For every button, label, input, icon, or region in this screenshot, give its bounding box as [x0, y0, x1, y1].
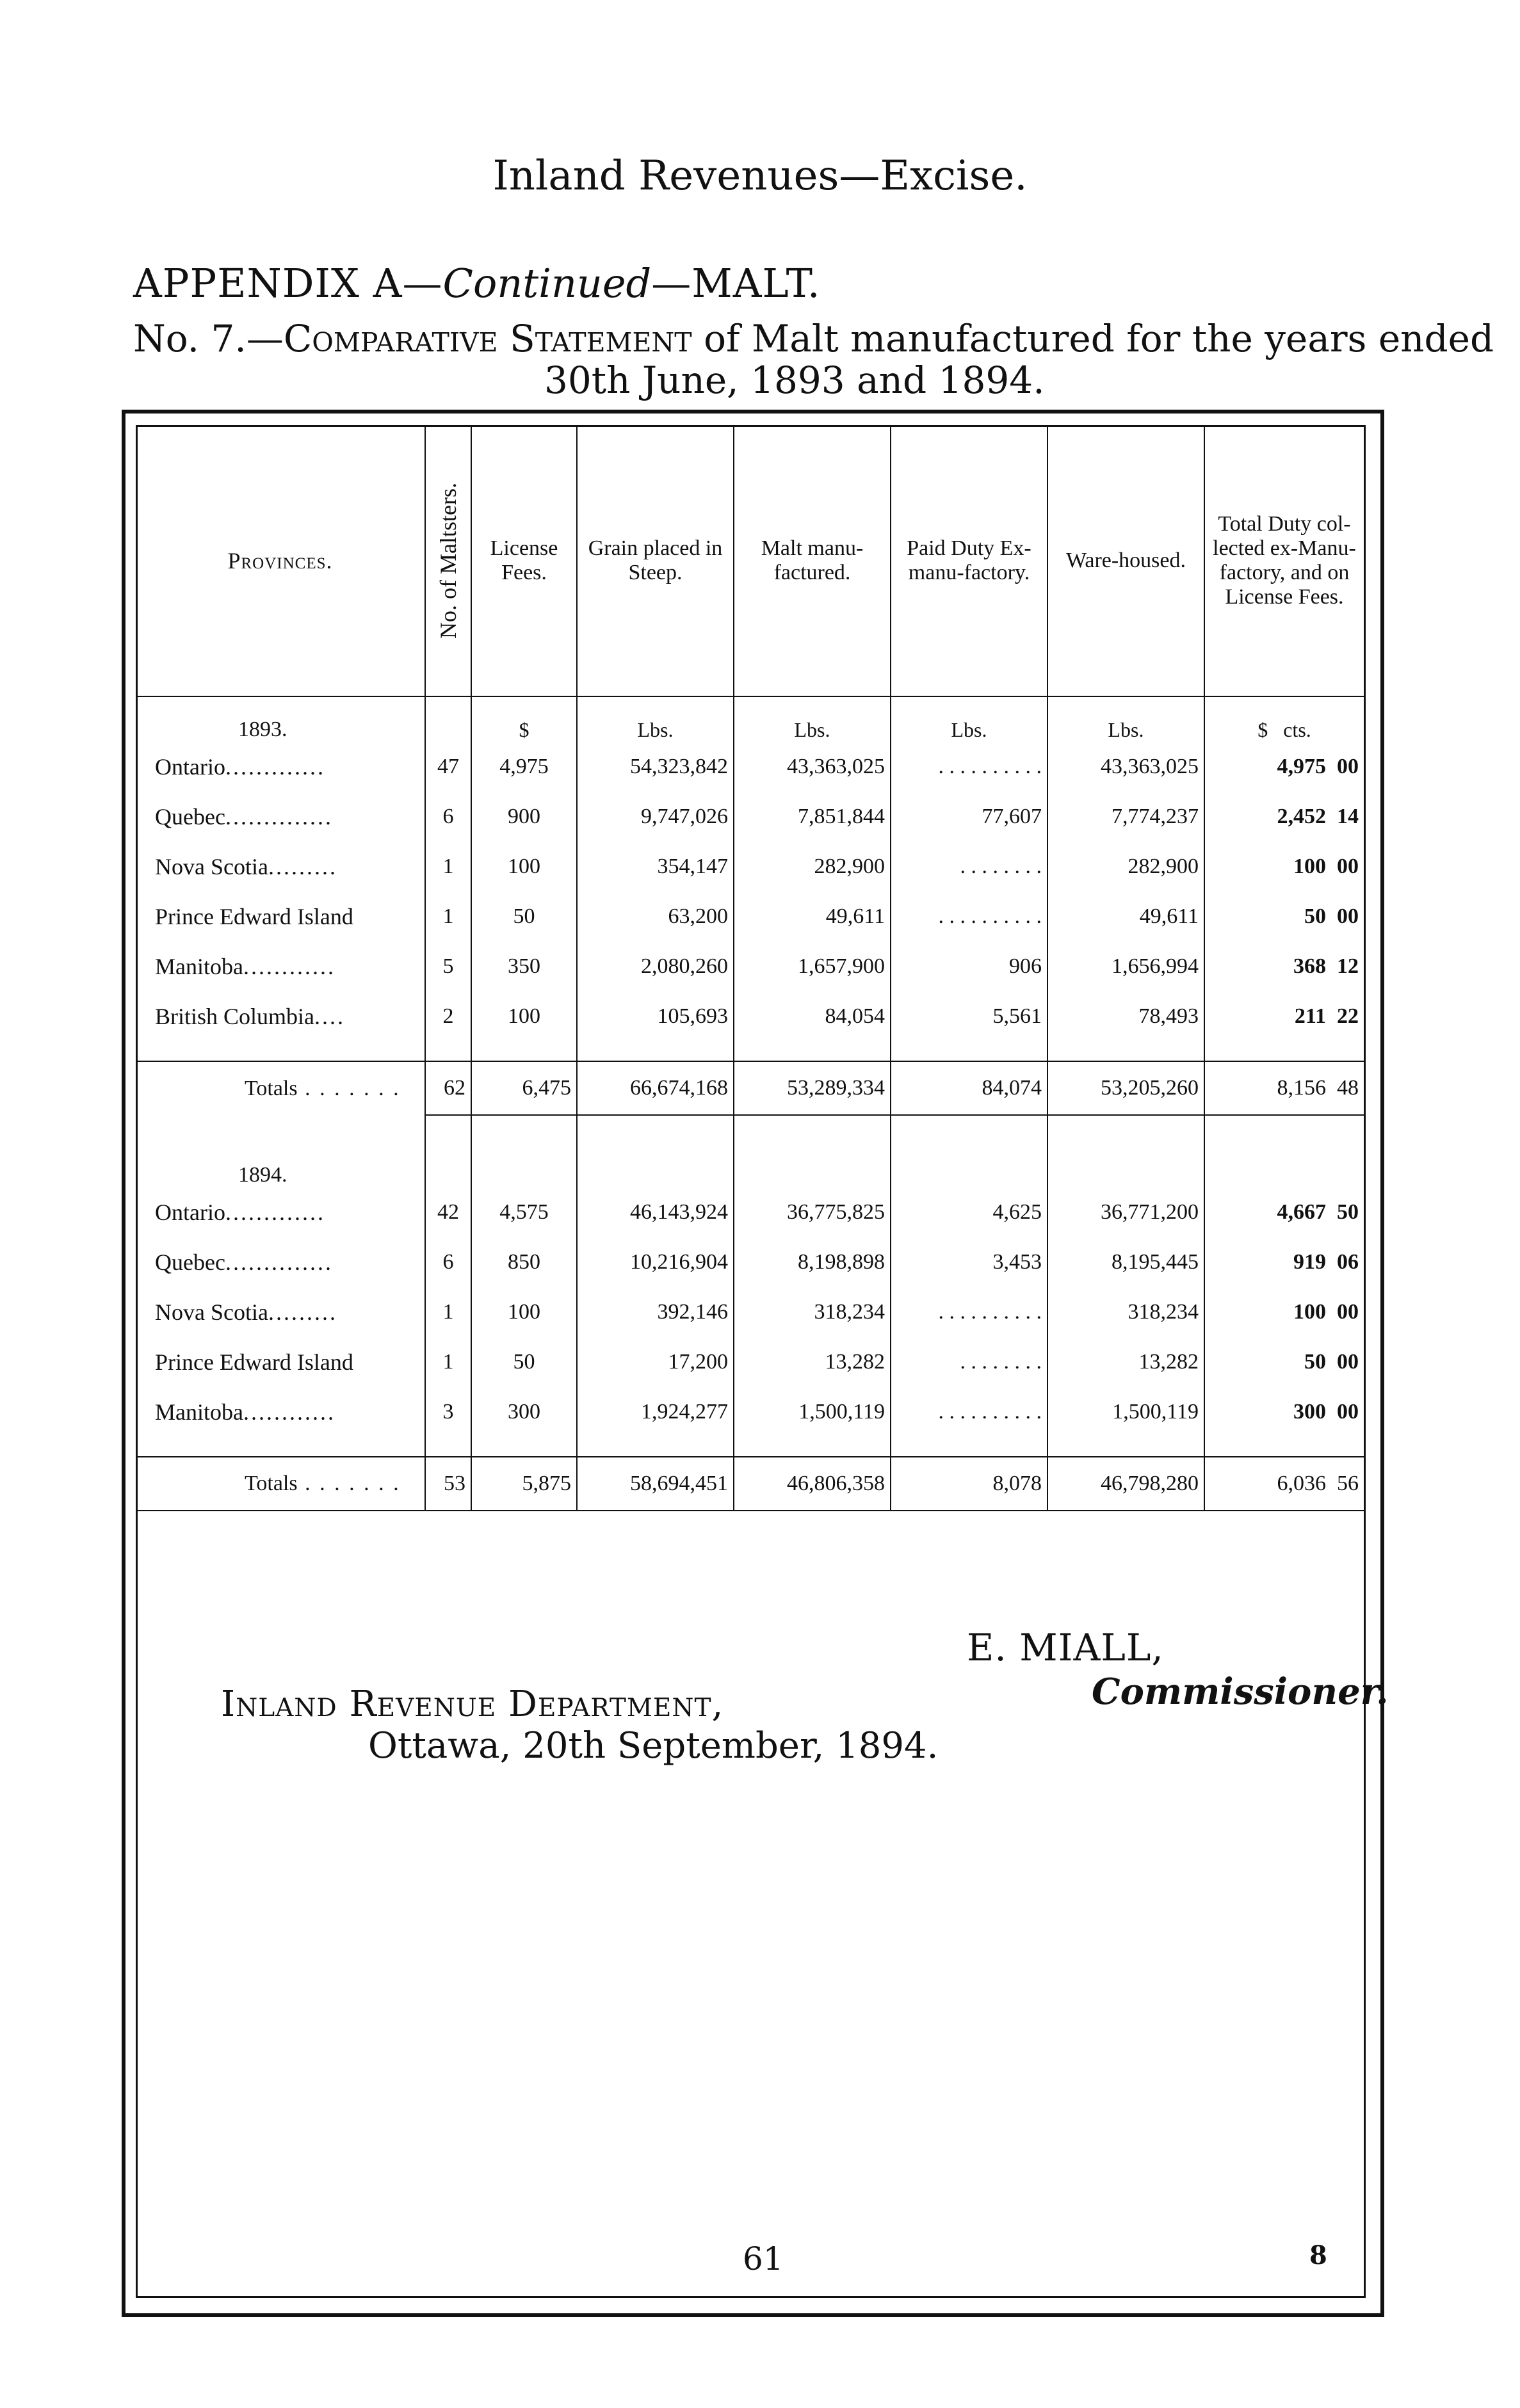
header-row [136, 425, 1364, 696]
table-row [136, 1387, 1364, 1437]
paid-cell: 77,607 [891, 792, 1047, 842]
unit-total: $ cts. [1204, 697, 1364, 742]
paid-cell: . . . . . . . . . . [891, 892, 1047, 942]
dollars: 100 [1293, 855, 1326, 878]
total-paid: 8,078 [891, 1457, 1047, 1511]
fees-cell: 350 [471, 942, 577, 991]
total-duty-cell [1204, 892, 1364, 942]
ware-cell: 8,195,445 [1047, 1237, 1204, 1287]
province-cell: Ontario............. [155, 1200, 325, 1225]
total-duty-cell [1204, 842, 1364, 892]
total-cents: 48 [1337, 1076, 1359, 1100]
table-row [136, 1187, 1364, 1237]
signatory-name: E. MIALL, [967, 1626, 1164, 1669]
maltsters-cell: 2 [425, 991, 471, 1041]
cents: 14 [1337, 805, 1359, 828]
province-cell: Quebec.............. [155, 804, 333, 830]
dollars: 100 [1293, 1300, 1326, 1324]
unit-grain: Lbs. [577, 697, 734, 742]
table-row [136, 1287, 1364, 1337]
running-title: Inland Revenues—Excise. [492, 152, 1028, 200]
malt-cell: 1,657,900 [734, 942, 891, 991]
page-number: 61 [743, 2240, 784, 2277]
maltsters-cell: 5 [425, 942, 471, 991]
table-row [136, 991, 1364, 1041]
fees-cell: 100 [471, 842, 577, 892]
malt-table [136, 425, 1364, 1525]
malt-cell: 1,500,119 [734, 1387, 891, 1437]
grain-cell: 10,216,904 [577, 1237, 734, 1287]
dollars: 50 [1304, 904, 1326, 928]
grain-cell: 354,147 [577, 842, 734, 892]
total-duty-cell [1204, 1387, 1364, 1437]
fees-cell: 4,975 [471, 742, 577, 792]
total-fees: 5,875 [471, 1457, 577, 1511]
cents: 00 [1337, 1400, 1359, 1424]
maltsters-cell: 6 [425, 792, 471, 842]
paid-cell: . . . . . . . . . . [891, 1287, 1047, 1337]
dollars: 300 [1293, 1400, 1326, 1424]
cents: 00 [1337, 755, 1359, 778]
total-duty-cell [1204, 991, 1364, 1041]
province-name: British Columbia [155, 1004, 315, 1029]
col-malt: Malt manu-factured. [734, 425, 891, 696]
table-row [136, 842, 1364, 892]
province-cell: British Columbia.... [155, 1004, 346, 1029]
malt-cell: 43,363,025 [734, 742, 891, 792]
place-date: Ottawa, 20th September, 1894. [368, 1725, 939, 1767]
dollars: 4,975 [1277, 755, 1326, 778]
year-1893: 1893. [238, 718, 287, 741]
grain-cell: 17,200 [577, 1337, 734, 1387]
appendix-continued: Continued [442, 260, 652, 307]
maltsters-cell: 1 [425, 892, 471, 942]
statement-rest: of Malt manufactured for the years ended [691, 317, 1494, 360]
malt-cell: 318,234 [734, 1287, 891, 1337]
appendix-suffix: —MALT. [651, 260, 821, 307]
total-malt: 46,806,358 [734, 1457, 891, 1511]
table-row [136, 892, 1364, 942]
province-cell: Ontario............. [155, 754, 325, 780]
paid-cell: . . . . . . . . . . [891, 742, 1047, 792]
province-name: Nova Scotia [155, 854, 268, 879]
fees-cell: 50 [471, 892, 577, 942]
total-dollars: 6,036 [1277, 1472, 1326, 1495]
total-maltsters: 53 [425, 1457, 471, 1511]
table-row [136, 1237, 1364, 1287]
dollars: 368 [1293, 954, 1326, 978]
grain-cell: 46,143,924 [577, 1187, 734, 1237]
paid-cell: 4,625 [891, 1187, 1047, 1237]
province-name: Manitoba [155, 954, 243, 979]
cents: 00 [1337, 1300, 1359, 1324]
statement-title-line2: 30th June, 1893 and 1894. [544, 358, 1045, 402]
total-duty-cell [1204, 742, 1364, 792]
province-name: Quebec [155, 1249, 225, 1275]
maltsters-cell: 42 [425, 1187, 471, 1237]
total-duty-cell [1204, 1337, 1364, 1387]
fees-cell: 850 [471, 1237, 577, 1287]
table-row [136, 942, 1364, 991]
province-name: Prince Edward Island [155, 904, 353, 929]
total-duty-cell [1204, 1187, 1364, 1237]
signatory-title: Commissioner. [1092, 1671, 1389, 1713]
ware-cell: 36,771,200 [1047, 1187, 1204, 1237]
maltsters-cell: 1 [425, 1287, 471, 1337]
unit-license: $ [471, 697, 577, 742]
paid-cell: 906 [891, 942, 1047, 991]
ware-cell: 282,900 [1047, 842, 1204, 892]
total-ware: 46,798,280 [1047, 1457, 1204, 1511]
col-paid-duty: Paid Duty Ex-manu-factory. [891, 425, 1047, 696]
fees-cell: 100 [471, 991, 577, 1041]
statement-number: No. 7.— [133, 317, 284, 360]
province-name: Quebec [155, 804, 225, 830]
province-name: Ontario [155, 754, 225, 780]
cents: 50 [1337, 1200, 1359, 1224]
department-name: Inland Revenue Department, [221, 1683, 724, 1725]
province-cell: Nova Scotia......... [155, 854, 337, 879]
fees-cell: 300 [471, 1387, 577, 1437]
province-name: Nova Scotia [155, 1299, 268, 1325]
total-duty-cell [1204, 1287, 1364, 1337]
total-malt: 53,289,334 [734, 1061, 891, 1115]
malt-cell: 84,054 [734, 991, 891, 1041]
ware-cell: 7,774,237 [1047, 792, 1204, 842]
total-maltsters: 62 [425, 1061, 471, 1115]
malt-cell: 7,851,844 [734, 792, 891, 842]
total-paid: 84,074 [891, 1061, 1047, 1115]
fees-cell: 100 [471, 1287, 577, 1337]
total-dollars: 8,156 [1277, 1076, 1326, 1100]
col-grain: Grain placed in Steep. [577, 425, 734, 696]
total-duty-cell [1204, 792, 1364, 842]
statement-title-line1 [133, 317, 1494, 360]
malt-cell: 36,775,825 [734, 1187, 891, 1237]
maltsters-cell: 6 [425, 1237, 471, 1287]
dollars: 211 [1294, 1004, 1326, 1028]
province-cell [136, 892, 425, 942]
col-total-duty: Total Duty col-lected ex-Manu-factory, and on License Fees. [1204, 425, 1364, 696]
paid-cell: 3,453 [891, 1237, 1047, 1287]
maltsters-cell: 47 [425, 742, 471, 792]
cents: 06 [1337, 1250, 1359, 1274]
paid-cell: . . . . . . . . [891, 842, 1047, 892]
malt-cell: 282,900 [734, 842, 891, 892]
province-name: Manitoba [155, 1399, 243, 1425]
total-duty-cell [1204, 942, 1364, 991]
totals-1893-row: Totals . . . . . . . 62 6,475 66,674,168 53,289,334 84,074 53,205,260 8,156 48 [136, 1061, 1364, 1115]
province-name: Ontario [155, 1200, 225, 1225]
grain-cell: 63,200 [577, 892, 734, 942]
province-cell [136, 1337, 425, 1387]
table-row [136, 792, 1364, 842]
ware-cell: 318,234 [1047, 1287, 1204, 1337]
statement-label: Comparative Statement [283, 317, 692, 360]
malt-cell: 13,282 [734, 1337, 891, 1387]
table-row [136, 742, 1364, 792]
total-duty-cell [1204, 1237, 1364, 1287]
dollars: 2,452 [1277, 805, 1326, 828]
malt-cell: 49,611 [734, 892, 891, 942]
grain-cell: 2,080,260 [577, 942, 734, 991]
province-cell: Manitoba............ [155, 954, 336, 979]
grain-cell: 392,146 [577, 1287, 734, 1337]
malt-cell: 8,198,898 [734, 1237, 891, 1287]
signature-mark: 8 [1309, 2240, 1327, 2270]
paid-cell: . . . . . . . . . . [891, 1387, 1047, 1437]
cents: 12 [1337, 954, 1359, 978]
col-warehoused: Ware-housed. [1047, 425, 1204, 696]
grain-cell: 9,747,026 [577, 792, 734, 842]
table-row [136, 1337, 1364, 1387]
ware-cell: 49,611 [1047, 892, 1204, 942]
cents: 22 [1337, 1004, 1359, 1028]
col-license-fees: License Fees. [471, 425, 577, 696]
dollars: 50 [1304, 1350, 1326, 1374]
total-grain: 58,694,451 [577, 1457, 734, 1511]
totals-label: Totals [245, 1472, 298, 1495]
cents: 00 [1337, 855, 1359, 878]
col-maltsters [425, 425, 471, 696]
grain-cell: 105,693 [577, 991, 734, 1041]
total-grain: 66,674,168 [577, 1061, 734, 1115]
fees-cell: 900 [471, 792, 577, 842]
maltsters-cell: 1 [425, 842, 471, 892]
appendix-title [133, 260, 821, 307]
fees-cell: 4,575 [471, 1187, 577, 1237]
ware-cell: 1,500,119 [1047, 1387, 1204, 1437]
ware-cell: 13,282 [1047, 1337, 1204, 1387]
province-cell: Quebec.............. [155, 1249, 333, 1275]
totals-1894-row: Totals . . . . . . . 53 5,875 58,694,451 46,806,358 8,078 46,798,280 6,036 56 [136, 1457, 1364, 1511]
province-cell: Manitoba............ [155, 1399, 336, 1425]
cents: 00 [1337, 1350, 1359, 1374]
fees-cell: 50 [471, 1337, 577, 1387]
ware-cell: 1,656,994 [1047, 942, 1204, 991]
year-1894: 1894. [238, 1163, 287, 1187]
grain-cell: 1,924,277 [577, 1387, 734, 1437]
units-row [136, 697, 1364, 742]
unit-paid: Lbs. [891, 697, 1047, 742]
unit-malt: Lbs. [734, 697, 891, 742]
total-ware: 53,205,260 [1047, 1061, 1204, 1115]
maltsters-cell: 1 [425, 1337, 471, 1387]
paid-cell: . . . . . . . . [891, 1337, 1047, 1387]
ware-cell: 78,493 [1047, 991, 1204, 1041]
province-name: Prince Edward Island [155, 1349, 353, 1375]
dollars: 919 [1293, 1250, 1326, 1274]
maltsters-cell: 3 [425, 1387, 471, 1437]
ware-cell: 43,363,025 [1047, 742, 1204, 792]
total-fees: 6,475 [471, 1061, 577, 1115]
col-provinces: Provinces. [227, 547, 333, 574]
totals-label: Totals [245, 1076, 298, 1100]
total-cents: 56 [1337, 1472, 1359, 1495]
paid-cell: 5,561 [891, 991, 1047, 1041]
col-maltsters-label: No. of Maltsters. [435, 482, 461, 639]
grain-cell: 54,323,842 [577, 742, 734, 792]
cents: 00 [1337, 904, 1359, 928]
province-cell: Nova Scotia......... [155, 1299, 337, 1325]
dollars: 4,667 [1277, 1200, 1326, 1224]
appendix-prefix: APPENDIX A— [133, 260, 443, 307]
unit-ware: Lbs. [1047, 697, 1204, 742]
